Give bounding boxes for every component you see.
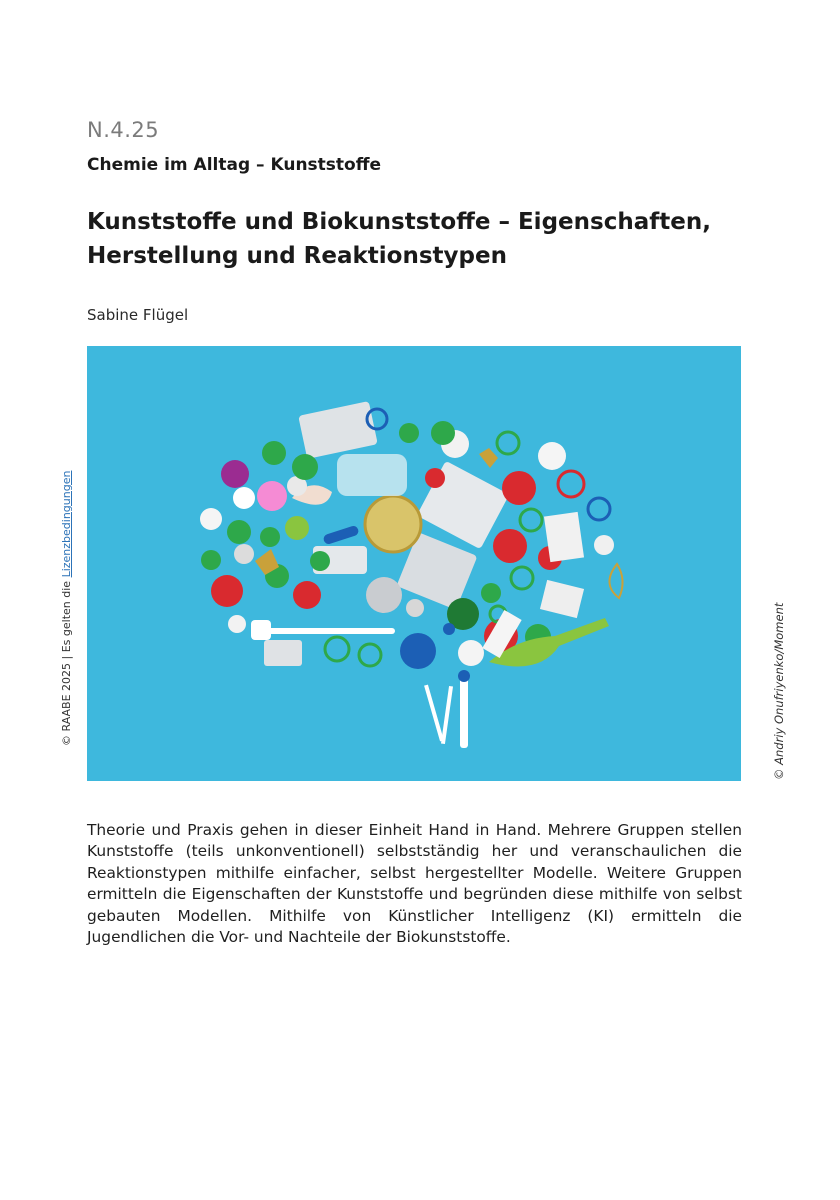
intro-paragraph: Theorie und Praxis gehen in dieser Einheit Hand in Hand. Mehrere Gruppen stellen Kunststoffe (teils unkonventionell) selbstständig her und veranschaulichen die Reaktionstypen mithilfe einfacher, selbst hergestellter Modelle. Weitere Gruppen ermitteln die Eigenschaften der Kunststoffe und begründen diese mithilfe von selbst gebauten Modellen. Mithilfe von Künstlicher Intelligenz (KI) ermitteln die Jugendlichen die Vor- und Nachteile der Biokunststoffe. bbox=[87, 821, 742, 947]
series-title: Chemie im Alltag – Kunststoffe bbox=[87, 155, 382, 175]
license-prefix: © RAABE 2025 | Es gelten die bbox=[60, 577, 73, 746]
license-link[interactable]: Lizenzbedingungen bbox=[60, 470, 73, 578]
author-name: Sabine Flügel bbox=[87, 306, 189, 324]
license-note bbox=[60, 471, 73, 746]
tin-lid bbox=[365, 496, 421, 552]
page-title: Kunststoffe und Biokunststoffe – Eigenschaften, Herstellung und Reaktionstypen bbox=[87, 209, 711, 269]
photo-credit: © Andriy Onufriyenko/Moment bbox=[772, 602, 786, 780]
unit-code: N.4.25 bbox=[87, 118, 160, 142]
cover-photo bbox=[87, 346, 741, 781]
